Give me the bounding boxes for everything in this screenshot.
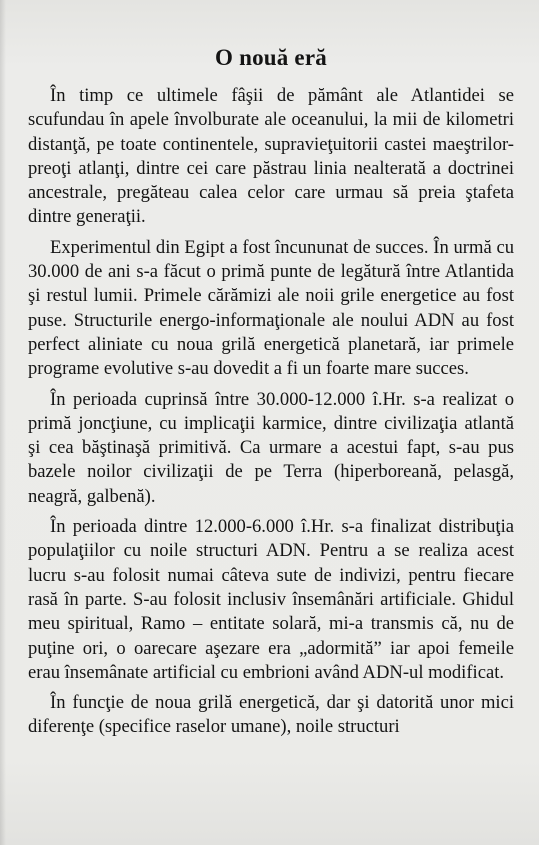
paragraph-1: În timp ce ultimele fâşii de pământ ale Atlantidei se scufundau în apele învolburate ale oceanului, la mii de kilometri distanţă, pe toate continentele, supravieţuitorii castei maeştrilor-preoţi atlanţi, dintre cei care păstrau linia nealterată a doctrinei ancestrale, pregăteau calea celor care urmau să preia ştafeta dintre generaţii.	[28, 85, 514, 228]
paragraph-2: Experimentul din Egipt a fost încununat de succes. În urmă cu 30.000 de ani s-a făcut o primă punte de legătură între Atlantida şi restul lumii. Primele cărămizi ale noii grile energetice au fost puse. Structurile energo-informaţionale ale noului ADN au fost perfect aliniate cu noua grilă energetică planetară, iar primele programe evolutive s-au dovedit a fi un foarte mare succes.	[28, 236, 514, 380]
paragraph-4: În perioada dintre 12.000-6.000 î.Hr. s-a finalizat distribuţia populaţiilor cu noile structuri ADN. Pentru a se realiza acest lucru s-au folosit numai câteva sute de indivizi, pentru fiecare rasă în parte. S-au folosit inclusiv însemânări artificiale. Ghidul meu spiritual, Ramo – entitate solară, mi-a transmis că, nu de puţine ori, o oarecare aşezare era „adormită” iar apoi femeile erau însemânate artificial cu embrioni având ADN-ul modificat.	[28, 516, 514, 683]
chapter-title: O nouă eră	[215, 45, 327, 70]
paragraph-3: În perioada cuprinsă între 30.000-12.000 î.Hr. s-a realizat o primă joncţiune, cu implicaţii karmice, dintre civilizaţia atlantă şi cea băştinaşă primitivă. Ca urmare a acestui fapt, s-au pus bazele noilor civilizaţii de pe Terra (hiperboreană, pelasgă, neagră, galbenă).	[28, 388, 514, 507]
page-edge-shadow	[0, 0, 6, 845]
book-page	[28, 44, 514, 746]
paragraph-5: În funcţie de noua grilă energetică, dar şi datorită unor mici diferenţe (specifice raselor umane), noile structuri	[28, 692, 514, 738]
